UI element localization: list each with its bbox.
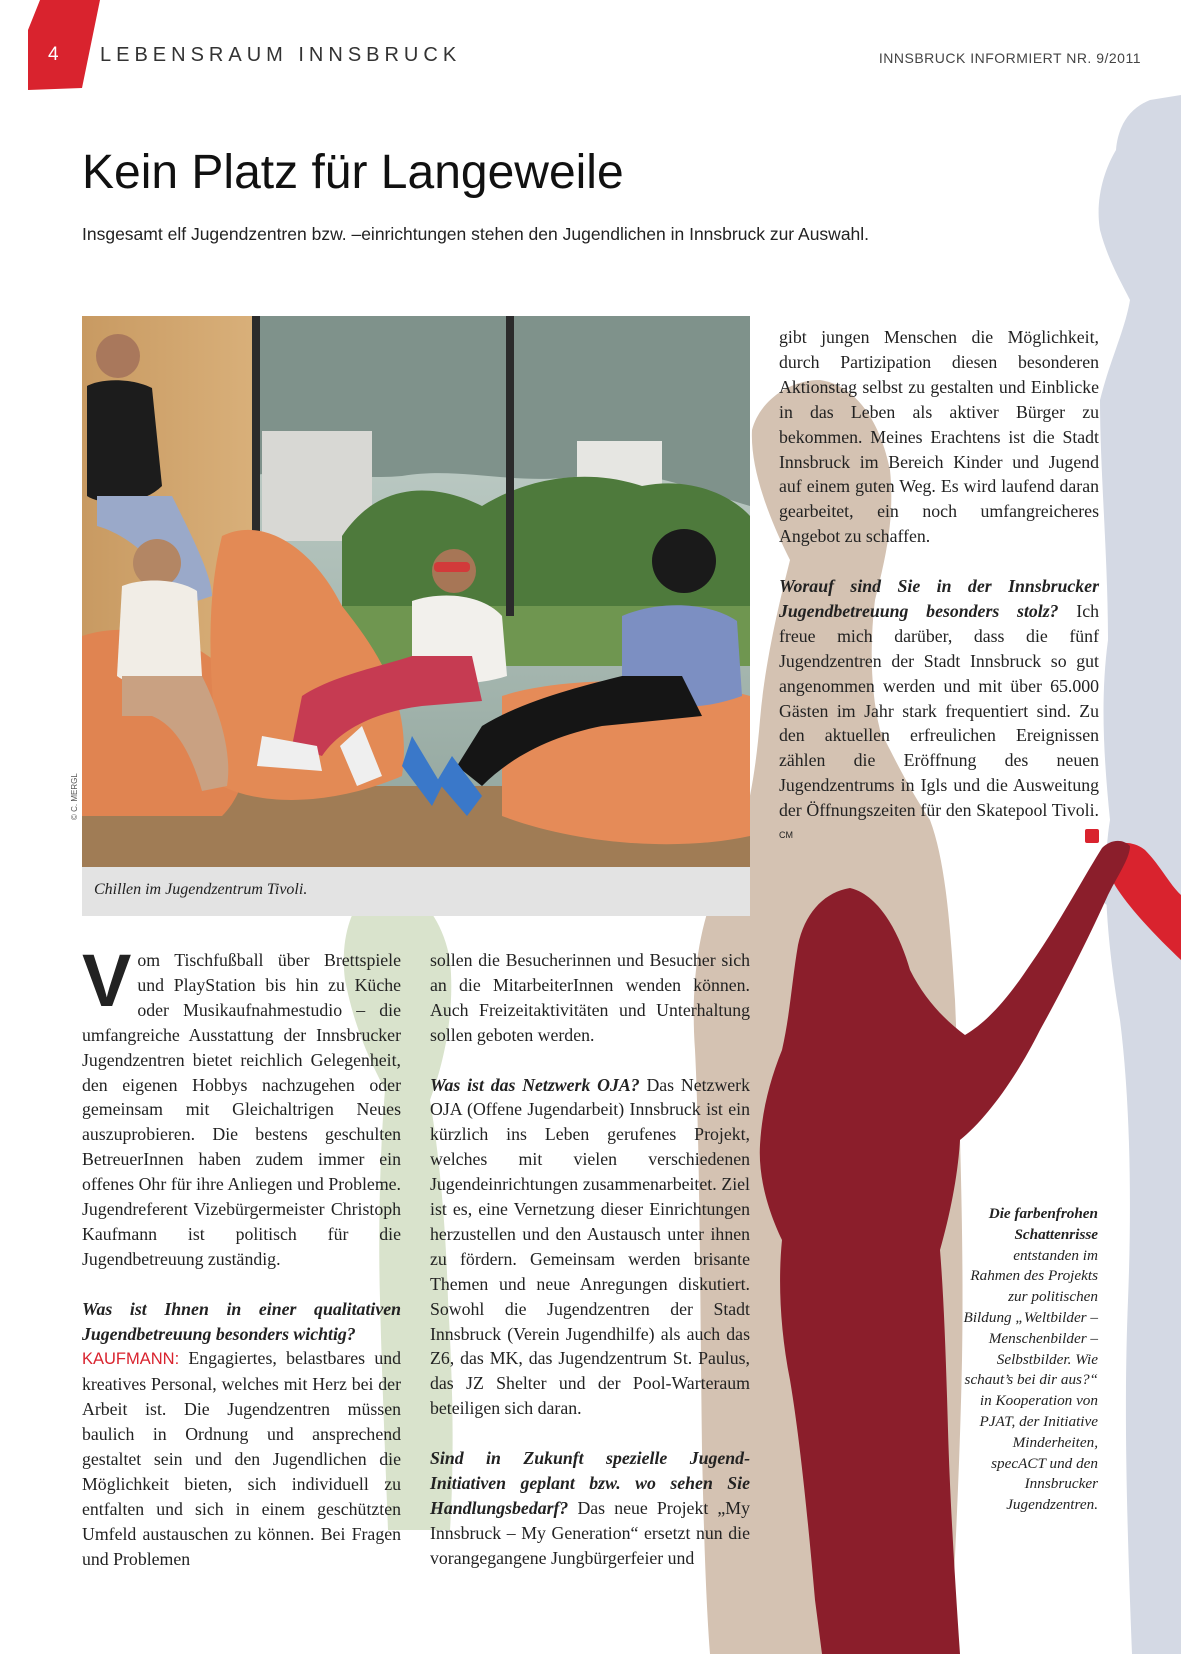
issue-label: INNSBRUCK INFORMIERT NR. 9/2011 [878,50,1141,66]
window-frame-2 [506,316,514,616]
question-3: Sind in Zukunft spezielle Jugend-Initiativen geplant bzw. wo sehen Sie Handlungsbedarf? [430,1448,750,1518]
question-2: Was ist das Netzwerk OJA? [430,1074,640,1095]
person-curly-head [652,529,716,593]
answer-1: Engagiertes, belastbares und kreatives Personal, welches mit Herz bei der Arbeit ist. Die Jugendzentren müssen baulich in Ordnung und ansprechend gestaltet sein und den Jugendlichen die Möglichkeit bieten, sich individuell zu entfalten und sich in einem geschützten Umfeld austauschen zu können. Bei Fragen und Problemen [82,1348,401,1569]
article-subtitle: Insgesamt elf Jugendzentren bzw. –einrichtungen stehen den Jugendlichen in Innsbruck zur Auswahl. [82,224,870,244]
side-caption-bold: Die farbenfrohen Schattenrisse [988,1205,1098,1243]
column-2 [430,948,750,1596]
col3-paragraph-1: gibt jungen Menschen die Möglichkeit, durch Partizipation diesen besonderen Aktionstag selbst zu gestalten und Einblicke in das Leben als aktiver Bürger zu bekommen. Meines Erachtens ist die Stadt Innsbruck im Bereich Kinder und Jugend auf einem guten Weg. Es wird laufend daran gearbeitet, ein noch umfangreicheres Angebot zu schaffen. [779,327,1099,547]
side-caption-text: entstanden im Rahmen des Projekts zur politischen Bildung „Weltbilder – Menschenbilder – Selbstbilder. Wie schaut’s bei dir aus?“ in Kooperation von PJAT, der Initiative Minderheiten, specACT und den Innsbrucker Jugendzentren. [963,1246,1098,1514]
answer-2: Das Netzwerk OJA (Offene Jugendarbeit) Innsbruck ist ein kürzlich ins Leben gerufenes Projekt, welches mit vielen verschiedenen Jugendeinrichtungen zusammenarbeitet. Ziel ist es, eine Vernetzung dieser Einrichtungen herzustellen und den Austausch unter ihnen zu fördern. Gemeinsam werden brisante Themen und neue Anregungen diskutiert. Sowohl die Jugendzentren der Stadt Innsbruck (Verein Jugendhilfe) als auch das Z6, das MK, das Jugendzentrum St. Paulus, das JZ Shelter und der Pool-Warteraum beteiligen sich daran. [430,1074,750,1419]
author-initials: CM [779,830,793,841]
photo-caption-box [82,867,750,916]
person-girl-body [117,581,202,687]
section-title: LEBENSRAUM INNSBRUCK [100,44,462,66]
question-4: Worauf sind Sie in der Innsbrucker Jugendbetreuung besonders stolz? [779,576,1099,621]
answer-3-paragraph [430,1446,750,1571]
answer-2-paragraph [430,1073,750,1422]
intro-text: om Tischfußball über Brettspiele und PlayStation bis hin zu Küche oder Musikaufnahmestudio – die umfangreiche Ausstattung der Innsbrucker Jugendzentren bietet reichlich Gelegenheit, den eigenen Hobbys nachzugehen oder gemeinsam mit Gleichaltrigen Neues auszuprobieren. Die bestens geschulten BetreuerInnen haben zudem immer ein offenes Ohr für ihre Anliegen und Probleme. Jugendreferent Vizebürgermeister Christoph Kaufmann ist politisch für die Jugendbetreuung zuständig. [82,950,401,1269]
side-caption [960,1204,1098,1516]
answer-3: Das neue Projekt „My Innsbruck – My Generation“ ersetzt nun die vorangegangene Jungbürgerfeier und [430,1497,750,1568]
photo-caption: Chillen im Jugendzentrum Tivoli. [94,881,308,898]
end-mark-icon [1085,829,1099,843]
column-3 [779,325,1099,877]
person-standing-body [87,380,162,502]
answer-1-paragraph [82,1297,401,1572]
col2-paragraph-1: sollen die Besucherinnen und Besucher sich an die MitarbeiterInnen wenden können. Auch Freizeitaktivitäten und Unterhaltung sollen geboten werden. [430,950,750,1045]
photo-credit: © C. MERGL [70,773,79,820]
page-number: 4 [48,44,59,65]
person-boy-glasses [434,562,470,572]
drop-cap: V [82,939,132,1022]
person-girl-head [133,539,181,587]
article-photo [82,316,750,867]
column-1 [82,939,401,1597]
answer-4-paragraph [779,574,1099,852]
speaker-label: KAUFMANN: [82,1350,180,1369]
intro-paragraph [82,939,401,1272]
page-tab [28,0,100,90]
person-standing-head [96,334,140,378]
question-1: Was ist Ihnen in einer qualitativen Jugendbetreuung besonders wichtig? [82,1298,401,1344]
article-title: Kein Platz für Langeweile [82,146,624,199]
answer-4: Ich freue mich darüber, dass die fünf Jugendzentren der Stadt Innsbruck so gut angenommen werden und mit über 65.000 Gästen im Jahr stark frequentiert sind. Zu den aktuellen erfreulichen Ereignissen zählen die Eröffnung des neuen Jugendzentrums in Igls und die Ausweitung der Öffnungszeiten für den Skatepool Tivoli. [779,600,1099,821]
